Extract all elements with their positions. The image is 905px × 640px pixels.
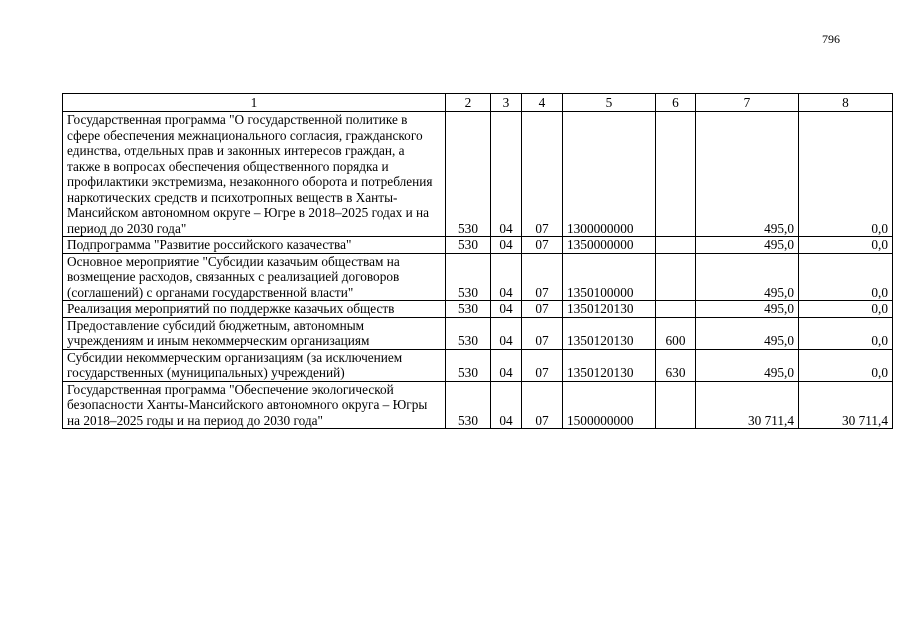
cell-target-code: 1350120130	[563, 317, 656, 349]
cell-amount-8: 0,0	[799, 237, 893, 254]
cell-amount-7: 495,0	[696, 112, 799, 237]
cell-amount-8: 0,0	[799, 317, 893, 349]
cell-section: 04	[491, 301, 522, 318]
cell-admin-code: 530	[446, 317, 491, 349]
cell-amount-8: 0,0	[799, 349, 893, 381]
cell-section: 04	[491, 349, 522, 381]
cell-admin-code: 530	[446, 112, 491, 237]
cell-admin-code: 530	[446, 253, 491, 301]
cell-section: 04	[491, 253, 522, 301]
header-col-2: 2	[446, 94, 491, 112]
header-col-6: 6	[656, 94, 696, 112]
cell-section: 04	[491, 112, 522, 237]
cell-subsection: 07	[522, 349, 563, 381]
cell-expense-type: 600	[656, 317, 696, 349]
row-name: Подпрограмма "Развитие российского казачества"	[63, 237, 446, 254]
row-name: Субсидии некоммерческим организациям (за исключением государственных (муниципальных) учреждений)	[63, 349, 446, 381]
row-name: Основное мероприятие "Субсидии казачьим обществам на возмещение расходов, связанных с реализацией договоров (соглашений) с органами государственной власти"	[63, 253, 446, 301]
cell-amount-8: 0,0	[799, 112, 893, 237]
cell-target-code: 1500000000	[563, 381, 656, 429]
header-col-7: 7	[696, 94, 799, 112]
cell-amount-7: 495,0	[696, 253, 799, 301]
cell-subsection: 07	[522, 253, 563, 301]
cell-target-code: 1350120130	[563, 349, 656, 381]
row-name: Государственная программа "Обеспечение экологической безопасности Ханты-Мансийского автономного округа – Югры на 2018–2025 годы и на период до 2030 года"	[63, 381, 446, 429]
cell-amount-8: 0,0	[799, 253, 893, 301]
cell-section: 04	[491, 317, 522, 349]
table-row	[63, 112, 893, 237]
header-col-8: 8	[799, 94, 893, 112]
table-row	[63, 237, 893, 254]
cell-amount-7: 495,0	[696, 301, 799, 318]
cell-expense-type	[656, 301, 696, 318]
cell-amount-8: 30 711,4	[799, 381, 893, 429]
row-name: Реализация мероприятий по поддержке казачьих обществ	[63, 301, 446, 318]
cell-admin-code: 530	[446, 301, 491, 318]
cell-admin-code: 530	[446, 381, 491, 429]
cell-subsection: 07	[522, 112, 563, 237]
cell-expense-type	[656, 253, 696, 301]
header-col-1: 1	[63, 94, 446, 112]
cell-target-code: 1350120130	[563, 301, 656, 318]
table-row	[63, 301, 893, 318]
cell-expense-type	[656, 237, 696, 254]
cell-amount-7: 495,0	[696, 237, 799, 254]
header-col-5: 5	[563, 94, 656, 112]
table-row	[63, 253, 893, 301]
cell-expense-type	[656, 381, 696, 429]
header-col-4: 4	[522, 94, 563, 112]
cell-expense-type	[656, 112, 696, 237]
page-number: 796	[822, 32, 840, 46]
budget-table	[62, 93, 893, 429]
cell-amount-7: 495,0	[696, 317, 799, 349]
cell-admin-code: 530	[446, 237, 491, 254]
cell-expense-type: 630	[656, 349, 696, 381]
cell-subsection: 07	[522, 301, 563, 318]
table-row	[63, 317, 893, 349]
cell-amount-8: 0,0	[799, 301, 893, 318]
cell-target-code: 1350000000	[563, 237, 656, 254]
cell-subsection: 07	[522, 237, 563, 254]
cell-admin-code: 530	[446, 349, 491, 381]
cell-amount-7: 30 711,4	[696, 381, 799, 429]
cell-subsection: 07	[522, 317, 563, 349]
cell-amount-7: 495,0	[696, 349, 799, 381]
cell-section: 04	[491, 237, 522, 254]
row-name: Государственная программа "О государственной политике в сфере обеспечения межнационального согласия, гражданского единства, отдельных прав и законных интересов граждан, а также в вопросах обеспечения общественного порядка и профилактики экстремизма, незаконного оборота и потребления наркотических средств и психотропных веществ в Ханты-Мансийском автономном округе – Югре в 2018–2025 годах и на период до 2030 года"	[63, 112, 446, 237]
table-row	[63, 381, 893, 429]
header-col-3: 3	[491, 94, 522, 112]
row-name: Предоставление субсидий бюджетным, автономным учреждениям и иным некоммерческим организациям	[63, 317, 446, 349]
header-row	[63, 94, 893, 112]
cell-section: 04	[491, 381, 522, 429]
cell-subsection: 07	[522, 381, 563, 429]
table-row	[63, 349, 893, 381]
cell-target-code: 1350100000	[563, 253, 656, 301]
cell-target-code: 1300000000	[563, 112, 656, 237]
